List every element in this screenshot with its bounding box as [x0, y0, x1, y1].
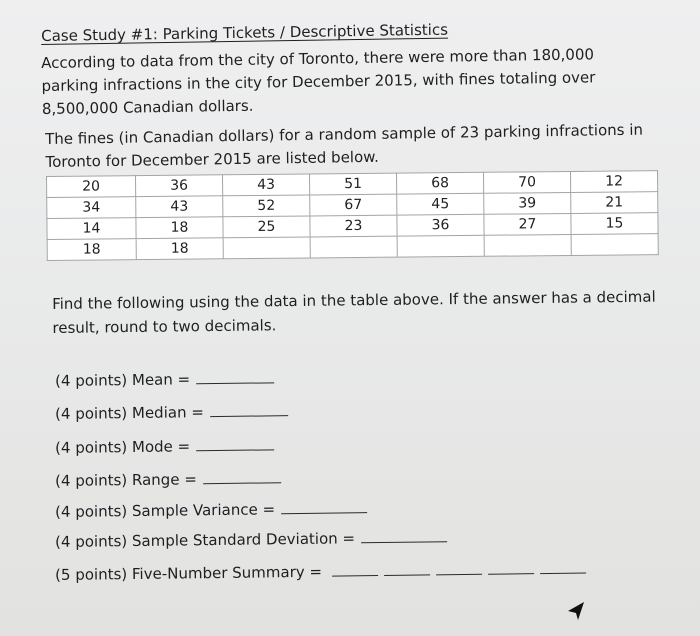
answer-blank-median[interactable]	[210, 403, 288, 417]
fines-table	[46, 170, 659, 261]
answer-blank-median-5num[interactable]	[436, 562, 482, 576]
answer-blank-max[interactable]	[540, 561, 586, 575]
table-cell	[310, 236, 397, 258]
answer-blank-range[interactable]	[203, 470, 281, 484]
table-cell: 25	[223, 216, 310, 238]
table-cell: 43	[222, 174, 309, 196]
table-cell: 67	[310, 194, 397, 216]
answer-blank-q3[interactable]	[488, 561, 534, 575]
table-cell: 27	[484, 213, 571, 235]
table-cell: 52	[223, 195, 310, 217]
question-label: (4 points) Sample Standard Deviation =	[55, 529, 356, 551]
table-cell: 36	[397, 214, 484, 236]
table-cell: 34	[47, 197, 136, 219]
sample-description: The fines (in Canadian dollars) for a random sample of 23 parking infractions in Toronto for December 2015 are listed below.	[45, 120, 644, 171]
answer-blank-mean[interactable]	[196, 370, 274, 384]
question-label: (4 points) Sample Variance =	[55, 500, 276, 521]
question-median	[55, 402, 288, 423]
mouse-pointer-icon	[566, 600, 586, 626]
question-label: (4 points) Mean =	[55, 370, 191, 390]
table-row	[47, 234, 658, 261]
question-range	[55, 469, 281, 490]
table-cell: 15	[571, 213, 658, 235]
table-cell: 18	[136, 238, 223, 260]
table-cell: 51	[309, 173, 396, 195]
table-cell: 20	[47, 176, 136, 198]
instructions: Find the following using the data in the table above. If the answer has a decimal result, round to two decimals.	[52, 287, 656, 337]
table-cell: 43	[136, 196, 223, 218]
answer-blank-std-dev[interactable]	[361, 529, 447, 543]
table-cell	[484, 234, 571, 256]
table-cell: 21	[571, 192, 658, 214]
table-cell	[397, 235, 484, 257]
question-mean	[55, 369, 274, 390]
question-sample-variance	[55, 499, 367, 521]
answer-blank-variance[interactable]	[281, 500, 367, 514]
case-study-title: Case Study #1: Parking Tickets / Descriptive Statistics	[41, 20, 449, 45]
table-cell: 18	[47, 239, 136, 261]
table-cell: 12	[570, 171, 657, 193]
table-cell: 70	[483, 171, 570, 193]
table-cell: 18	[136, 217, 223, 239]
question-label: (4 points) Median =	[55, 403, 204, 423]
answer-blank-mode[interactable]	[196, 437, 274, 451]
intro-paragraph: According to data from the city of Toronto, there were more than 180,000 parking infractions in the city for December 2015, with fines totaling over 8,500,000 Canadian dollars.	[41, 45, 596, 118]
table-cell	[571, 234, 658, 256]
question-label: (4 points) Range =	[55, 470, 197, 490]
answer-blank-min[interactable]	[332, 563, 378, 577]
question-five-number-summary	[55, 560, 586, 584]
table-cell	[223, 237, 310, 259]
table-cell: 14	[47, 218, 136, 240]
question-sample-std-dev	[55, 528, 447, 551]
table-cell: 45	[397, 193, 484, 215]
table-cell: 36	[136, 175, 223, 197]
question-label: (4 points) Mode =	[55, 437, 191, 457]
table-cell: 68	[396, 172, 483, 194]
table-cell: 39	[484, 192, 571, 214]
answer-blank-q1[interactable]	[384, 562, 430, 576]
five-number-blanks	[326, 560, 586, 581]
fines-table-container	[46, 170, 659, 261]
question-label: (5 points) Five-Number Summary =	[55, 562, 323, 584]
table-cell: 23	[310, 215, 397, 237]
question-mode	[55, 436, 274, 457]
